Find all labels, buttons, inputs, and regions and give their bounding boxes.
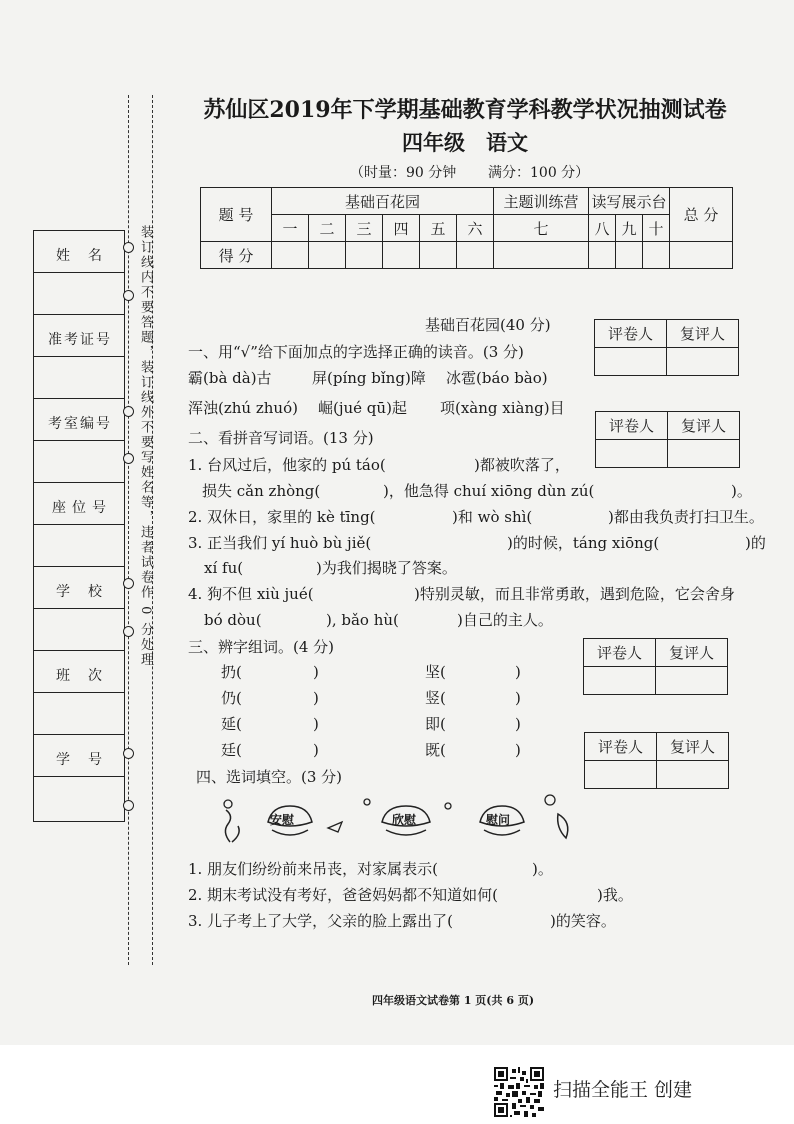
row-label-score: 得 分 xyxy=(201,242,272,269)
fish-icon xyxy=(328,822,342,832)
score-cell-7[interactable] xyxy=(494,242,589,269)
col-1: 一 xyxy=(272,215,309,242)
scanner-label: 扫描全能王 创建 xyxy=(553,1079,693,1101)
grader-label: 评卷人 xyxy=(595,320,667,348)
binding-hole-4 xyxy=(123,453,134,464)
leaf-icon xyxy=(558,814,568,838)
reviewer-input[interactable] xyxy=(656,667,728,695)
bubble-icon xyxy=(445,803,451,809)
q2-1-text-b: )都被吹落了， xyxy=(474,456,570,474)
q2-2-text-b: )，他急得 chuí xiōng dùn zú( xyxy=(383,482,595,500)
q2-4-text: 3. 正当我们 yí huò bù jiě( xyxy=(188,534,372,552)
room-no-input-area[interactable] xyxy=(34,441,124,483)
exam-no-field[interactable] xyxy=(34,315,124,357)
grader-label: 评卷人 xyxy=(585,733,657,761)
q4-3-text: 3. 儿子考上了大学，父亲的脸上露出了( xyxy=(188,912,453,930)
page-footer: 四年级语文试卷第 1 页(共 6 页) xyxy=(372,994,535,1007)
q4-1-text-b: )。 xyxy=(532,860,553,878)
score-cell-6[interactable] xyxy=(457,242,494,269)
bubble-icon xyxy=(545,795,555,805)
field-label-name: 姓名 xyxy=(56,248,120,264)
score-cell-9[interactable] xyxy=(616,242,643,269)
field-label-exam-no: 准考证号 xyxy=(48,332,112,348)
q2-2-text: 损失 cǎn zhòng( xyxy=(202,482,321,500)
q4-title: 四、选词填空。(3 分) xyxy=(196,768,343,786)
grader-box-1 xyxy=(594,319,739,376)
reviewer-label: 复评人 xyxy=(656,639,728,667)
binding-notice: 装订线内不要答题，装订线外不要写姓名等，违者试卷作 0 分处理 xyxy=(138,225,153,668)
field-label-class: 班次 xyxy=(56,668,120,684)
q3-right-1-close: ) xyxy=(515,663,521,681)
grader-box-4 xyxy=(584,732,729,789)
q3-left-2-close: ) xyxy=(313,689,319,707)
reviewer-input[interactable] xyxy=(667,348,739,376)
q2-4-text-b: )的时候，táng xiōng( xyxy=(507,534,660,552)
seaweed-icon xyxy=(225,810,230,842)
q3-left-3: 延( xyxy=(221,715,242,733)
field-label-school: 学校 xyxy=(56,584,120,600)
q1-title: 一、用“√”给下面加点的字选择正确的读音。(3 分) xyxy=(188,343,524,361)
seaweed-icon xyxy=(232,826,239,842)
time-info: （时量：90 分钟 xyxy=(350,165,457,181)
q2-6-text-b: )特别灵敏，而且非常勇敢，遇到危险，它会舍身 xyxy=(414,585,735,603)
q3-right-4: 既( xyxy=(425,741,446,759)
student-info-box xyxy=(33,230,125,822)
binding-hole-7 xyxy=(123,748,134,759)
q4-2-text-b: )我。 xyxy=(597,886,633,904)
grader-box-3 xyxy=(583,638,728,695)
score-cell-1[interactable] xyxy=(272,242,309,269)
binding-hole-2 xyxy=(123,290,134,301)
word-option-1[interactable]: 安慰 xyxy=(270,813,295,827)
q2-5-text: xí fu( xyxy=(204,559,244,577)
q1-item-6[interactable]: 项(xàng xiàng)目 xyxy=(440,399,565,417)
score-cell-4[interactable] xyxy=(383,242,420,269)
field-label-room-no: 考室编号 xyxy=(48,416,112,432)
word-option-2[interactable]: 欣慰 xyxy=(392,813,417,827)
binding-line-inner xyxy=(128,95,129,965)
col-2: 二 xyxy=(309,215,346,242)
reviewer-input[interactable] xyxy=(657,761,729,789)
q2-3-text-b: )和 wò shì( xyxy=(452,508,533,526)
q4-3-text-b: )的笑容。 xyxy=(550,912,616,930)
col-10: 十 xyxy=(643,215,670,242)
q1-item-3[interactable]: 冰雹(báo bào) xyxy=(446,369,548,387)
binding-hole-6 xyxy=(123,626,134,637)
q2-3-text-c: )都由我负责打扫卫生。 xyxy=(608,508,764,526)
score-cell-2[interactable] xyxy=(309,242,346,269)
binding-hole-1 xyxy=(123,242,134,253)
exam-title: 苏仙区2019年下学期基础教育学科教学状况抽测试卷 xyxy=(203,97,727,123)
shell-base-icon xyxy=(386,830,426,835)
q3-left-1: 扔( xyxy=(221,663,242,681)
binding-hole-8 xyxy=(123,800,134,811)
reviewer-label: 复评人 xyxy=(657,733,729,761)
section-header: 基础百花园(40 分) xyxy=(425,316,551,334)
reviewer-label: 复评人 xyxy=(667,320,739,348)
q3-right-2-close: ) xyxy=(515,689,521,707)
q3-right-3-close: ) xyxy=(515,715,521,733)
q4-2-text: 2. 期末考试没有考好，爸爸妈妈都不知道如何( xyxy=(188,886,498,904)
q2-7-text: bó dòu( xyxy=(204,611,262,629)
q3-right-4-close: ) xyxy=(515,741,521,759)
school-field[interactable] xyxy=(34,567,124,609)
total-header: 总 分 xyxy=(670,188,733,242)
name-field[interactable] xyxy=(34,231,124,273)
q3-left-1-close: ) xyxy=(313,663,319,681)
grader-label: 评卷人 xyxy=(584,639,656,667)
score-cell-total[interactable] xyxy=(670,242,733,269)
q2-4-text-c: )的 xyxy=(745,534,766,552)
col-5: 五 xyxy=(420,215,457,242)
shell-base-icon xyxy=(484,830,520,835)
row-label-question: 题 号 xyxy=(201,188,272,242)
exam-subtitle: 四年级 语文 xyxy=(402,130,528,155)
shell-base-icon xyxy=(272,830,308,835)
group-writing: 读写展示台 xyxy=(589,188,670,215)
grader-input[interactable] xyxy=(596,440,668,468)
q2-6-text: 4. 狗不但 xiù jué( xyxy=(188,585,314,603)
grader-box-2 xyxy=(595,411,740,468)
name-input-area[interactable] xyxy=(34,273,124,315)
school-input-area[interactable] xyxy=(34,609,124,651)
grader-label: 评卷人 xyxy=(596,412,668,440)
class-field[interactable] xyxy=(34,651,124,693)
col-4: 四 xyxy=(383,215,420,242)
seat-no-input-area[interactable] xyxy=(34,525,124,567)
group-theme: 主题训练营 xyxy=(494,188,589,215)
student-no-field[interactable] xyxy=(34,735,124,777)
q3-left-3-close: ) xyxy=(313,715,319,733)
score-cell-3[interactable] xyxy=(346,242,383,269)
q2-2-text-c: )。 xyxy=(731,482,752,500)
class-input-area[interactable] xyxy=(34,693,124,735)
q3-title: 三、辨字组词。(4 分) xyxy=(188,638,335,656)
score-cell-5[interactable] xyxy=(420,242,457,269)
bubble-icon xyxy=(364,799,370,805)
q3-left-4-close: ) xyxy=(313,741,319,759)
col-3: 三 xyxy=(346,215,383,242)
col-8: 八 xyxy=(589,215,616,242)
q3-left-2: 仍( xyxy=(221,689,242,707)
col-9: 九 xyxy=(616,215,643,242)
q3-right-3: 即( xyxy=(425,715,446,733)
binding-hole-5 xyxy=(123,578,134,589)
group-basics: 基础百花园 xyxy=(272,188,494,215)
q3-left-4: 廷( xyxy=(221,741,242,759)
score-table xyxy=(200,187,733,269)
score-cell-8[interactable] xyxy=(589,242,616,269)
q3-right-2: 竖( xyxy=(425,689,446,707)
q1-item-2[interactable]: 屏(píng bǐng)障 xyxy=(312,369,426,387)
student-no-input-area[interactable] xyxy=(34,777,124,821)
word-option-3[interactable]: 慰问 xyxy=(486,813,511,827)
grader-input[interactable] xyxy=(585,761,657,789)
q3-right-1: 坚( xyxy=(425,663,446,681)
score-cell-10[interactable] xyxy=(643,242,670,269)
q2-7-text-c: )自己的主人。 xyxy=(457,611,553,629)
binding-hole-3 xyxy=(123,406,134,417)
q2-7-text-b: ), bǎo hù( xyxy=(326,611,399,629)
field-label-student-no: 学号 xyxy=(56,752,120,768)
q1-item-1[interactable]: 霸(bà dà)古 xyxy=(188,369,272,387)
score-info: 满分：100 分） xyxy=(488,165,590,181)
bubble-icon xyxy=(224,800,232,808)
grader-input[interactable] xyxy=(595,348,667,376)
qr-code-icon xyxy=(494,1067,544,1117)
room-no-field[interactable] xyxy=(34,399,124,441)
q2-1-text: 1. 台风过后，他家的 pú táo( xyxy=(188,456,386,474)
field-label-seat-no: 座位号 xyxy=(52,500,112,516)
reviewer-label: 复评人 xyxy=(668,412,740,440)
q2-3-text: 2. 双休日，家里的 kè tīng( xyxy=(188,508,376,526)
q1-item-4[interactable]: 浑浊(zhú zhuó) xyxy=(188,399,298,417)
q1-item-5[interactable]: 崛(jué qū)起 xyxy=(318,399,407,417)
exam-no-input-area[interactable] xyxy=(34,357,124,399)
reviewer-input[interactable] xyxy=(668,440,740,468)
q2-5-text-b: )为我们揭晓了答案。 xyxy=(316,559,457,577)
q2-title: 二、看拼音写词语。(13 分) xyxy=(188,429,374,447)
col-7: 七 xyxy=(494,215,589,242)
col-6: 六 xyxy=(457,215,494,242)
grader-input[interactable] xyxy=(584,667,656,695)
seat-no-field[interactable] xyxy=(34,483,124,525)
q4-1-text: 1. 朋友们纷纷前来吊丧，对家属表示( xyxy=(188,860,438,878)
